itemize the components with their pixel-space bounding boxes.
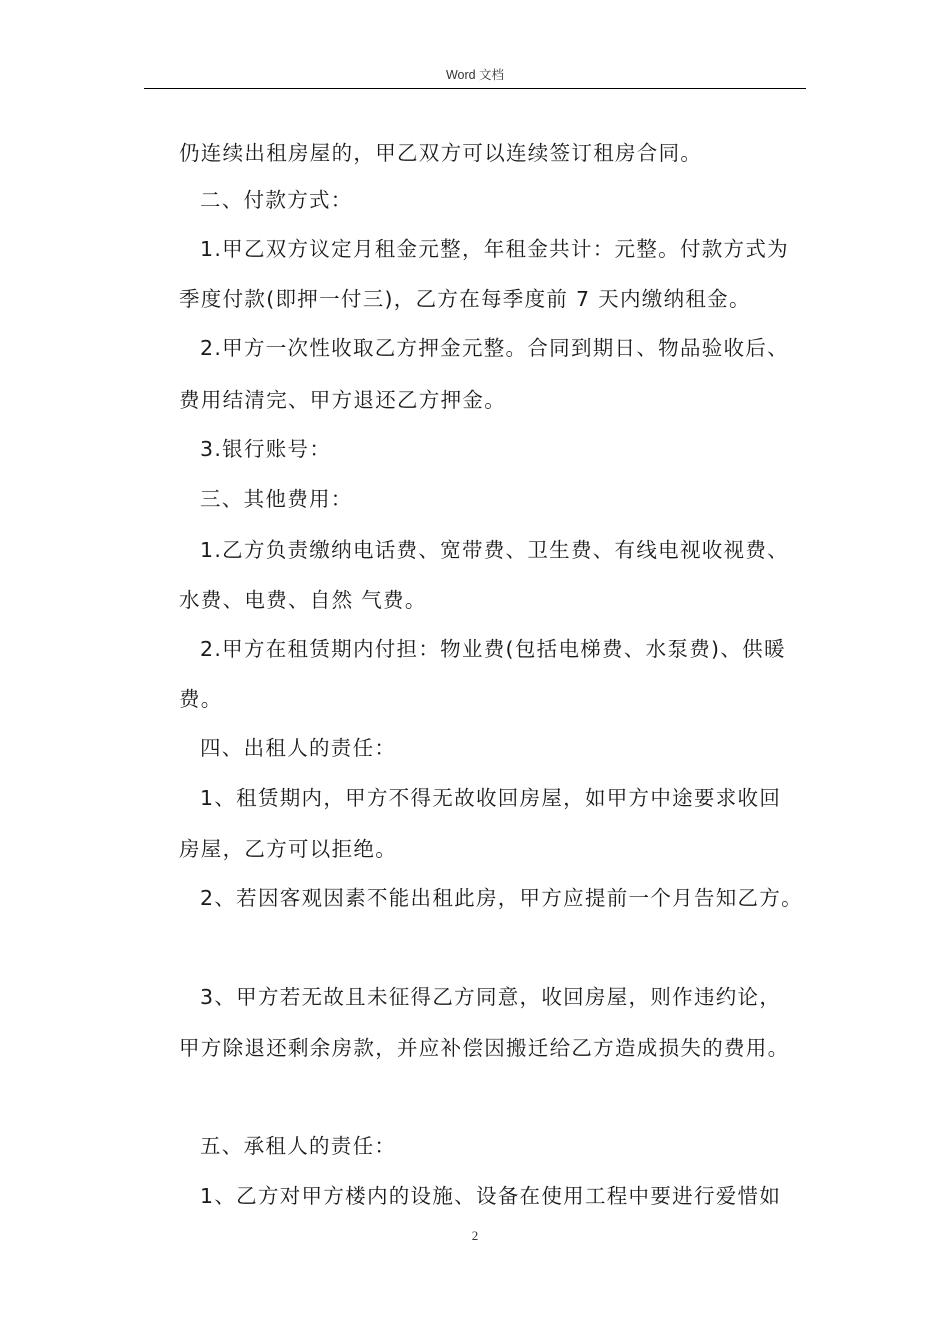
text-line: 2.甲方在租赁期内付担：物业费(包括电梯费、水泵费)、供暖 (200, 637, 786, 661)
text-line: 2.甲方一次性收取乙方押金元整。合同到期日、物品验收后、 (200, 336, 789, 360)
text-line: 2、若因客观因素不能出租此房，甲方应提前一个月告知乙方。 (200, 886, 803, 910)
section-heading-lessor-duty: 四、出租人的责任： (200, 736, 397, 760)
text-line: 3.银行账号： (200, 437, 332, 461)
text-line: 1.乙方负责缴纳电话费、宽带费、卫生费、有线电视收视费、 (200, 538, 789, 562)
text-line: 1、租赁期内，甲方不得无故收回房屋，如甲方中途要求收回 (200, 786, 782, 810)
section-heading-lessee-duty: 五、承租人的责任： (200, 1134, 397, 1158)
text-line: 仍连续出租房屋的，甲乙双方可以连续签订租房合同。 (179, 141, 703, 165)
section-heading-payment: 二、付款方式： (200, 188, 353, 212)
text-line: 费用结清完、甲方退还乙方押金。 (179, 388, 506, 412)
text-line: 甲方除退还剩余房款，并应补偿因搬迁给乙方造成损失的费用。 (179, 1036, 790, 1060)
text-line: 1、乙方对甲方楼内的设施、设备在使用工程中要进行爱惜如 (200, 1184, 782, 1208)
page-header: Word 文档 (144, 62, 806, 89)
text-line: 3、甲方若无故且未征得乙方同意，收回房屋，则作违约论， (200, 985, 782, 1009)
section-heading-other-fees: 三、其他费用： (200, 487, 353, 511)
text-line: 房屋，乙方可以拒绝。 (179, 837, 397, 861)
text-line: 季度付款(即押一付三)，乙方在每季度前 7 天内缴纳租金。 (179, 287, 751, 311)
text-line: 费。 (179, 687, 223, 711)
text-line: 水费、电费、自然 气费。 (179, 588, 427, 612)
page-number: 2 (471, 1228, 479, 1243)
text-line: 1.甲乙双方议定月租金元整，年租金共计：元整。付款方式为 (200, 237, 789, 261)
